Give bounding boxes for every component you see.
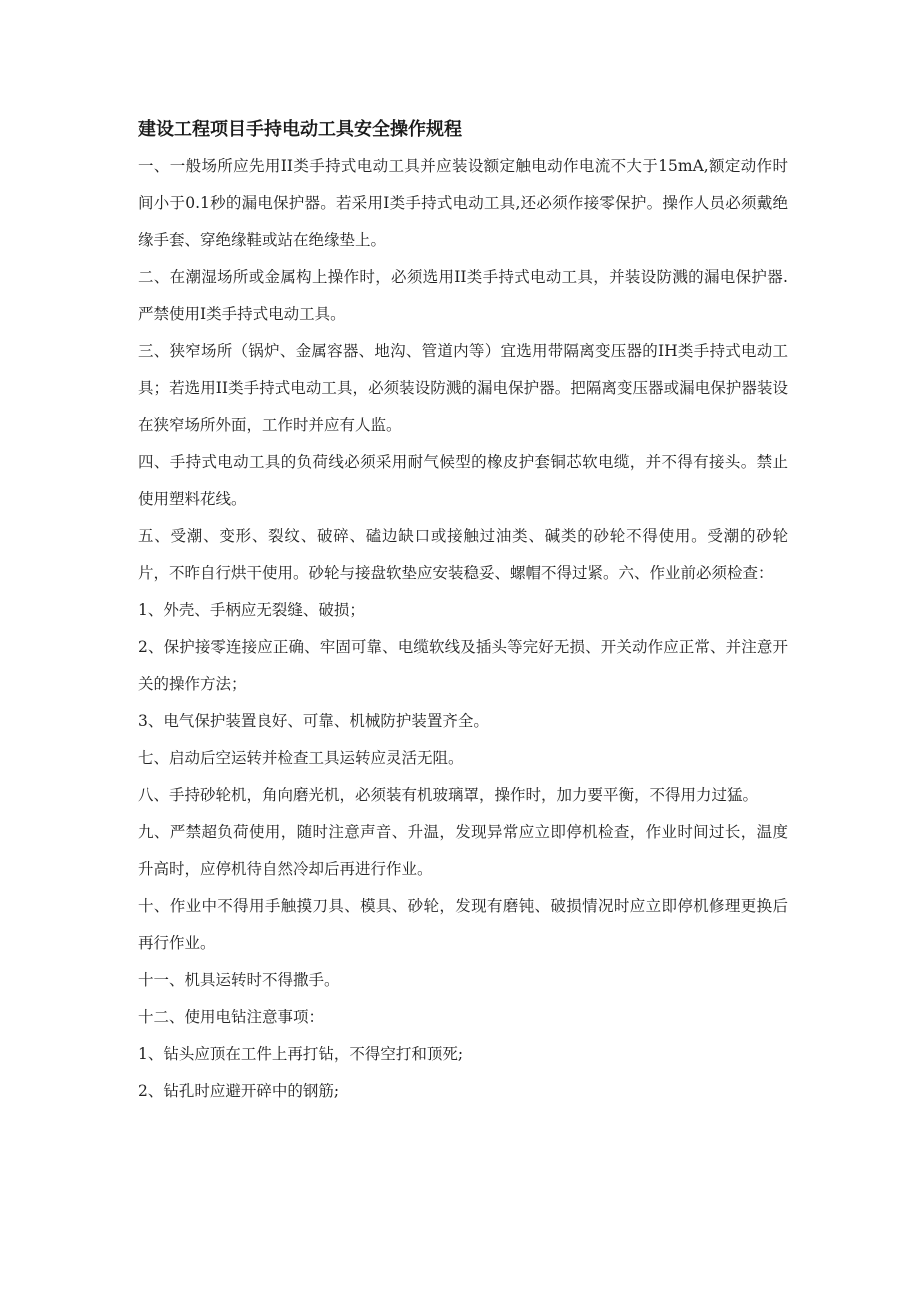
paragraph-1: 一、一般场所应先用II类手持式电动工具并应装设额定触电动作电流不大于15mA,额定动作时间小于0.1秒的漏电保护器。若采用I类手持式电动工具,还必须作接零保护。操作人员必须戴绝缘手套、穿绝缘鞋或站在绝缘垫上。 bbox=[138, 157, 788, 249]
paragraph-9: 九、严禁超负荷使用，随时注意声音、升温，发现异常应立即停机检查，作业时间过长，温度升高时，应停机待自然冷却后再进行作业。 bbox=[138, 823, 788, 878]
list-item-2: 2、保护接零连接应正确、牢固可靠、电缆软线及插头等完好无损、开关动作应正常、并注意开关的操作方法； bbox=[138, 638, 788, 693]
paragraph-11: 十一、机具运转时不得撒手。 bbox=[138, 971, 340, 989]
paragraph-5: 五、受潮、变形、裂纹、破碎、磕边缺口或接触过油类、碱类的砂轮不得使用。受潮的砂轮片，不昨自行烘干使用。砂轮与接盘软垫应安装稳妥、螺帽不得过紧。六、作业前必须检查： bbox=[138, 527, 788, 582]
document-title: 建设工程项目手持电动工具安全操作规程 bbox=[138, 119, 462, 140]
paragraph-4: 四、手持式电动工具的负荷线必须采用耐气候型的橡皮护套铜芯软电缆，并不得有接头。禁止使用塑料花线。 bbox=[138, 453, 788, 508]
drill-item-2: 2、钻孔时应避开碎中的钢筋; bbox=[138, 1082, 340, 1100]
list-item-1: 1、外壳、手柄应无裂缝、破损； bbox=[138, 601, 365, 619]
drill-item-1: 1、钻头应顶在工件上再打钻，不得空打和顶死; bbox=[138, 1045, 464, 1063]
document-body bbox=[138, 112, 788, 1110]
paragraph-2: 二、在潮湿场所或金属构上操作时，必须选用II类手持式电动工具，并装设防溅的漏电保护器.严禁使用I类手持式电动工具。 bbox=[138, 268, 788, 323]
paragraph-7: 七、启动后空运转并检查工具运转应灵活无阻。 bbox=[138, 749, 464, 767]
paragraph-8: 八、手持砂轮机，角向磨光机，必须装有机玻璃罩，操作时，加力要平衡，不得用力过猛。 bbox=[138, 786, 759, 804]
paragraph-10: 十、作业中不得用手触摸刀具、模具、砂轮，发现有磨钝、破损情况时应立即停机修理更换后再行作业。 bbox=[138, 897, 788, 952]
paragraph-12: 十二、使用电钻注意事项： bbox=[138, 1008, 325, 1026]
list-item-3: 3、电气保护装置良好、可靠、机械防护装置齐全。 bbox=[138, 712, 489, 730]
paragraph-3: 三、狭窄场所（锅炉、金属容器、地沟、管道内等）宜选用带隔离变压器的IH类手持式电动工具；若选用II类手持式电动工具，必须装设防溅的漏电保护器。把隔离变压器或漏电保护器装设在狭窄场所外面，工作时并应有人监。 bbox=[138, 342, 788, 434]
